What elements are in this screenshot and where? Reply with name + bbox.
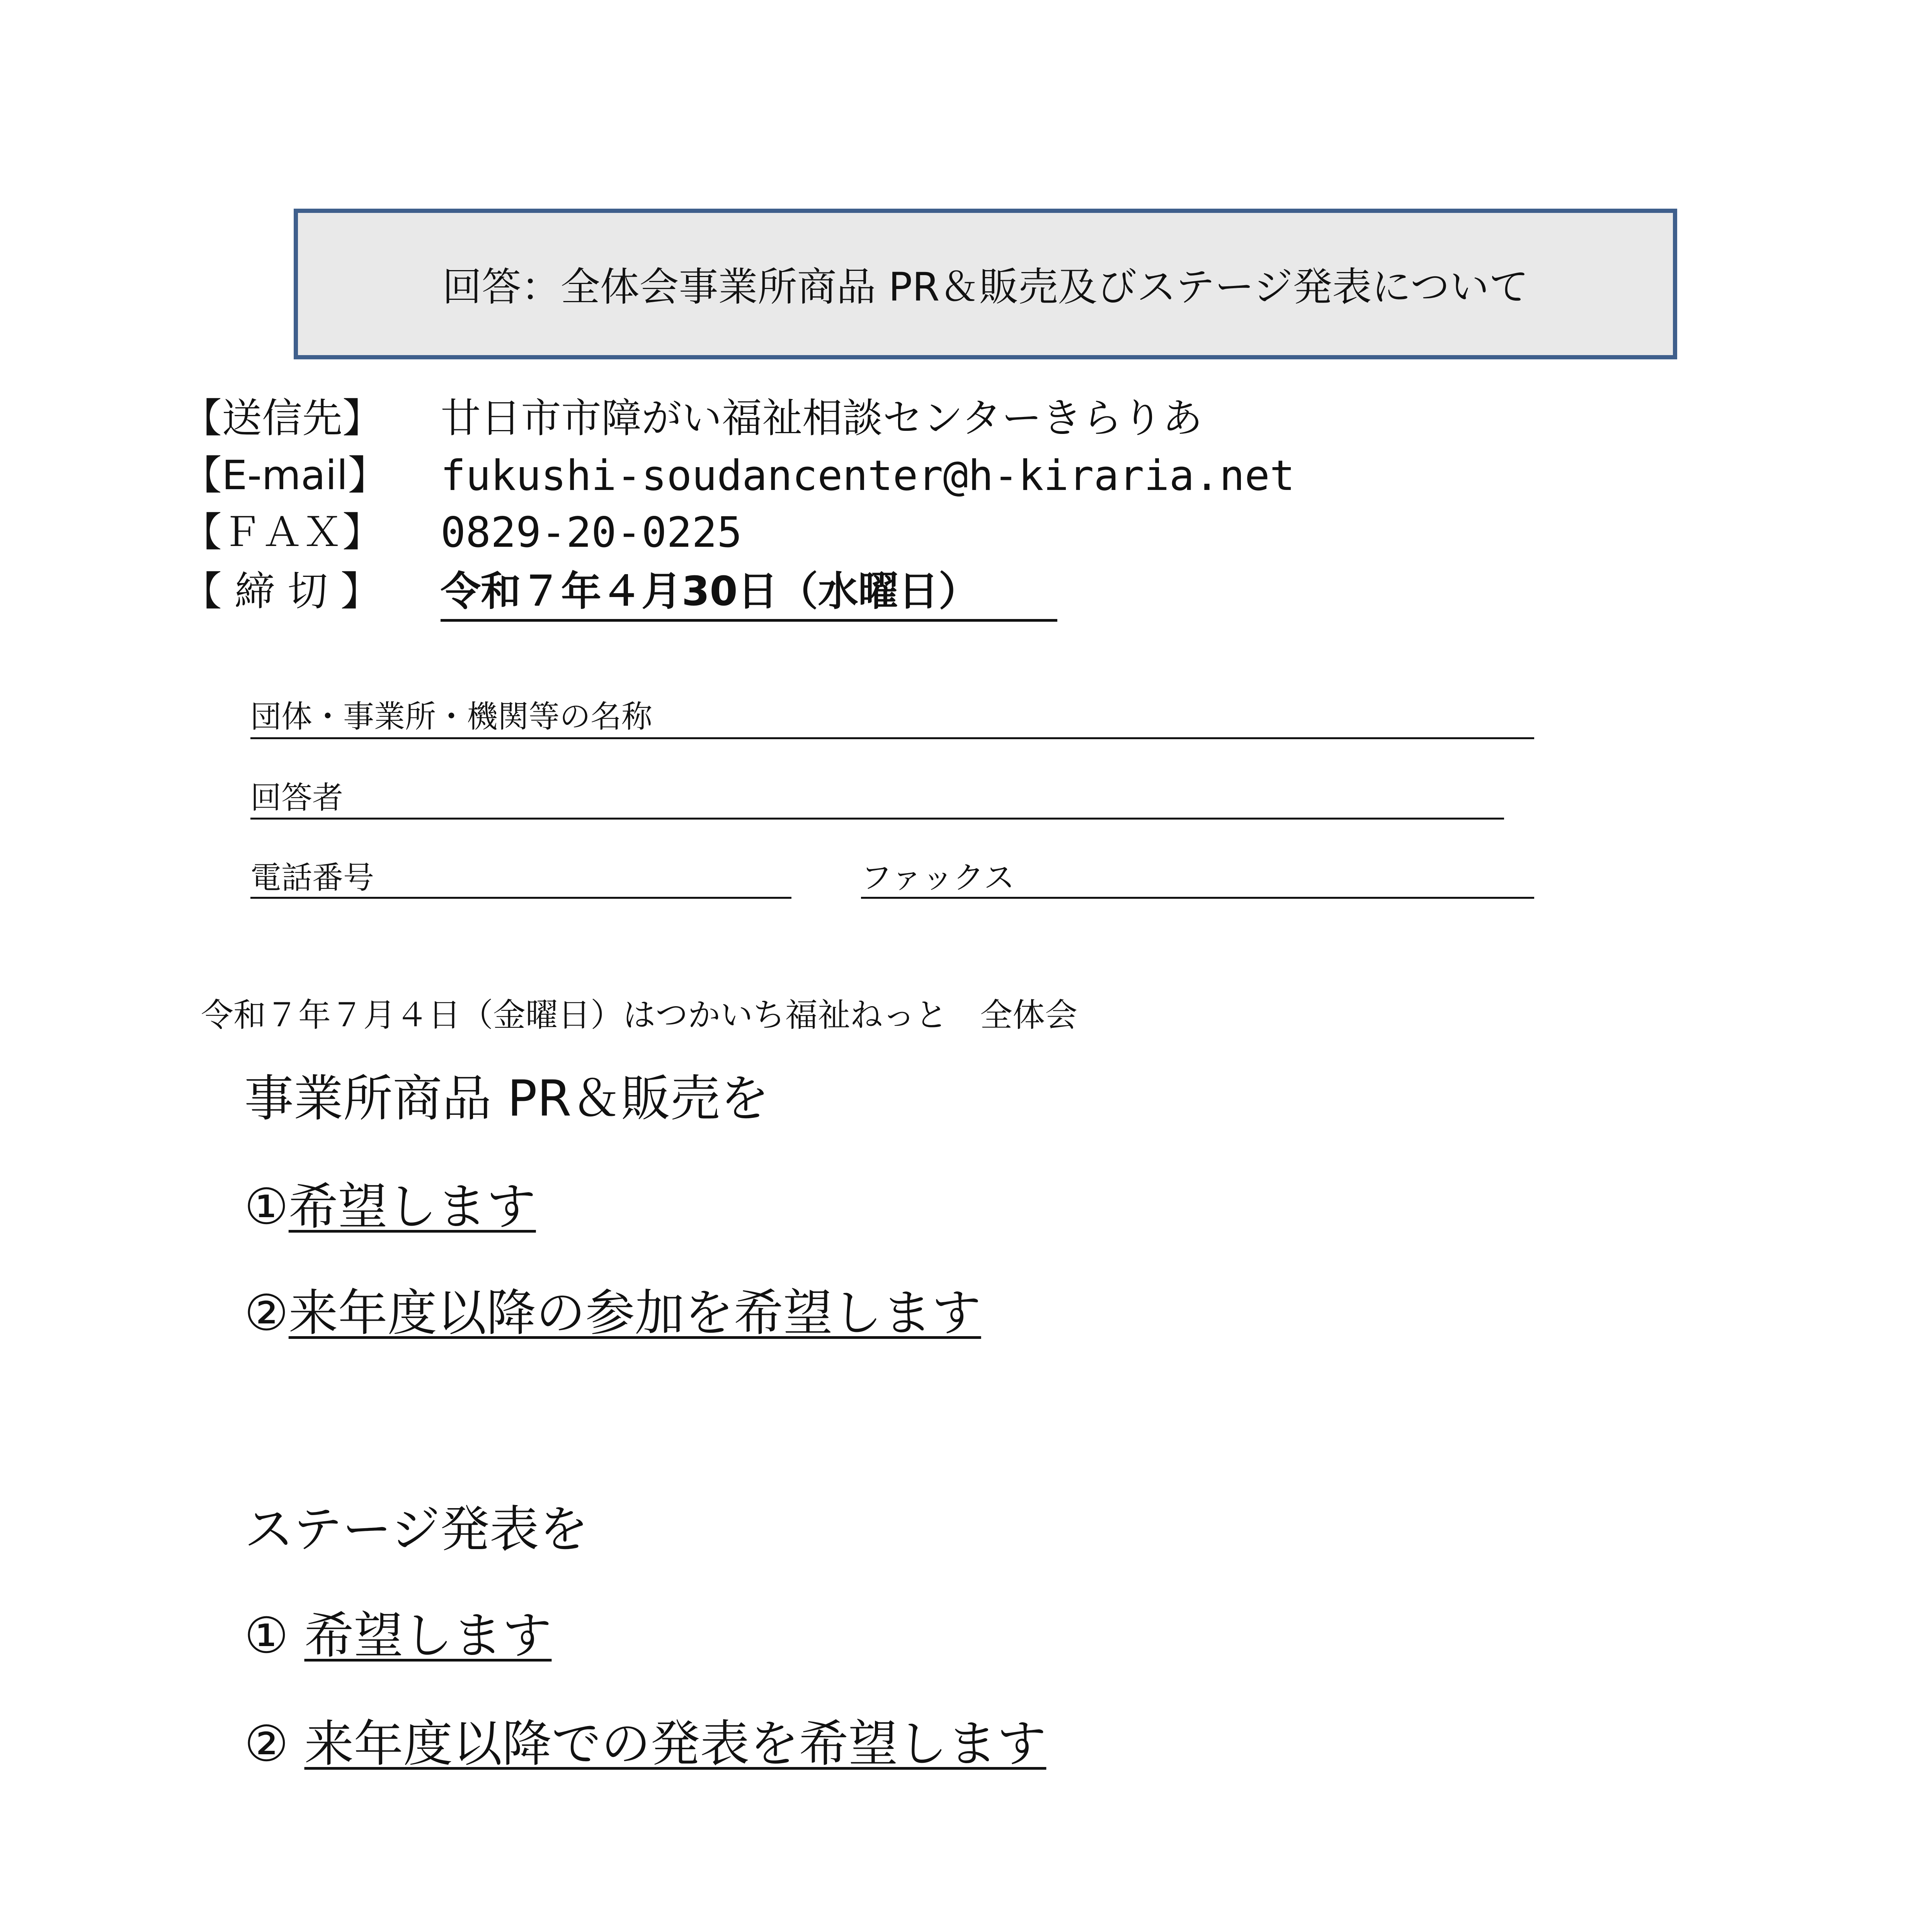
stage-option-1[interactable] xyxy=(244,1607,552,1665)
stage-option-1-number: ① xyxy=(244,1607,289,1665)
stage-heading: ステージ発表を xyxy=(244,1501,589,1558)
page-title: 回答：全体会事業所商品 PR＆販売及びステージ発表について xyxy=(442,264,1529,310)
stage-option-2-number: ② xyxy=(244,1715,289,1773)
sales-option-1-text: 希望します xyxy=(288,1178,536,1236)
stage-option-2-text: 来年度以降での発表を希望します xyxy=(304,1715,1046,1773)
recipient-label: 【送信先】 xyxy=(182,395,383,442)
title-box xyxy=(294,209,1677,359)
fax-field-label: ファックス xyxy=(861,860,1015,896)
sales-option-2[interactable] xyxy=(244,1284,981,1342)
stage-option-1-text: 希望します xyxy=(304,1607,552,1665)
deadline-label: 【 締 切 】 xyxy=(182,568,381,615)
sales-option-2-text: 来年度以降の参加を希望します xyxy=(288,1284,981,1342)
org-name-label: 団体・事業所・機関等の名称 xyxy=(250,699,652,735)
event-intro: 令和７年７月４日（金曜日）はつかいち福祉ねっと 全体会 xyxy=(201,996,1078,1034)
sales-option-1-number: ① xyxy=(244,1178,289,1236)
recipient-value: 廿日市市障がい福祉相談センターきらりあ xyxy=(441,395,1203,442)
deadline-value: 令和７年４月30日（水曜日） xyxy=(441,568,979,615)
fax-value: 0829-20-0225 xyxy=(441,509,742,557)
phone-field[interactable] xyxy=(250,897,791,899)
deadline-underline xyxy=(441,619,1057,622)
respondent-field[interactable] xyxy=(250,818,1504,820)
sales-option-2-number: ② xyxy=(244,1284,289,1342)
sales-heading: 事業所商品 PR＆販売を xyxy=(244,1070,769,1128)
sales-option-1[interactable] xyxy=(244,1178,536,1236)
phone-label: 電話番号 xyxy=(250,860,374,896)
email-value[interactable]: fukushi-soudancenter@h-kiraria.net xyxy=(441,452,1295,500)
respondent-label: 回答者 xyxy=(250,780,343,816)
stage-option-2[interactable] xyxy=(244,1715,1046,1773)
email-label: 【E-mail】 xyxy=(182,452,388,499)
fax-field[interactable] xyxy=(861,897,1534,899)
org-name-field[interactable] xyxy=(250,737,1534,739)
fax-label: 【ＦＡＸ】 xyxy=(182,509,383,556)
